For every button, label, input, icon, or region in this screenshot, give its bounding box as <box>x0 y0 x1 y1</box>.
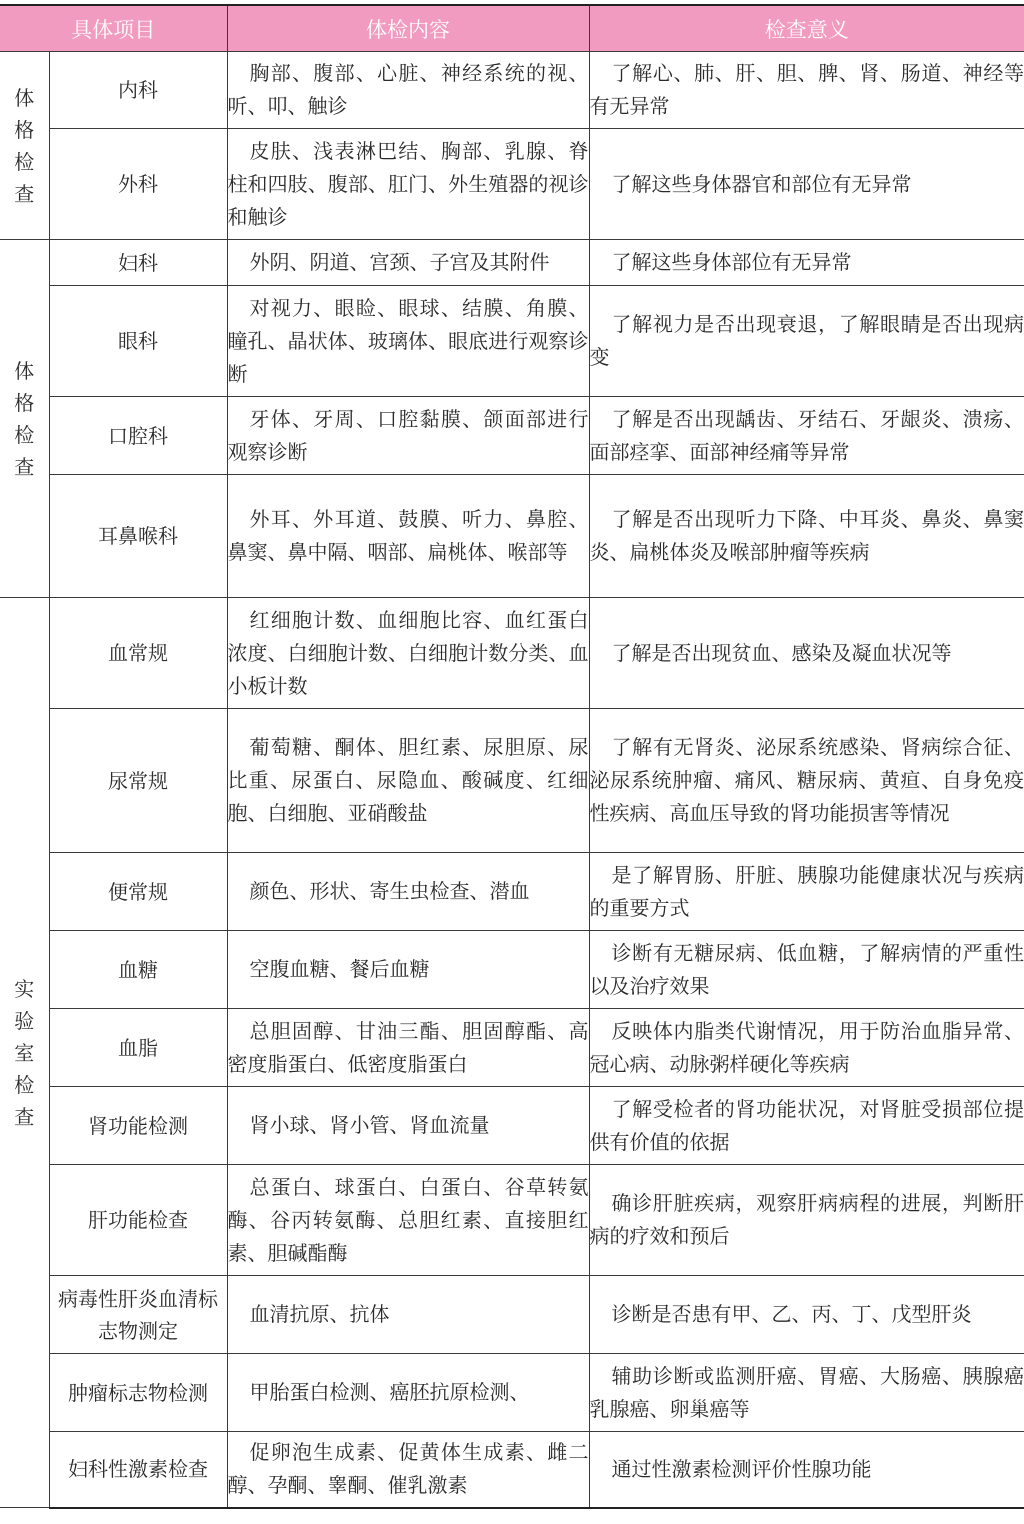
item-cell: 肿瘤标志物检测 <box>49 1354 227 1432</box>
content-cell: 颜色、形状、寄生虫检查、潜血 <box>227 853 589 931</box>
item-cell: 肝功能检查 <box>49 1165 227 1276</box>
content-cell: 血清抗原、抗体 <box>227 1276 589 1354</box>
content-cell: 总胆固醇、甘油三酯、胆固醇酯、高密度脂蛋白、低密度脂蛋白 <box>227 1009 589 1087</box>
content-cell: 肾小球、肾小管、肾血流量 <box>227 1087 589 1165</box>
content-cell: 皮肤、浅表淋巴结、胸部、乳腺、脊柱和四肢、腹部、肛门、外生殖器的视诊和触诊 <box>227 129 589 240</box>
medical-exam-table <box>0 4 1024 1509</box>
table-row <box>0 1276 1024 1354</box>
table-row <box>0 853 1024 931</box>
header-content: 体检内容 <box>227 5 589 52</box>
table-row <box>0 397 1024 475</box>
category-cell <box>0 598 49 1508</box>
content-cell: 外阴、阴道、宫颈、子宫及其附件 <box>227 240 589 286</box>
content-cell: 外耳、外耳道、鼓膜、听力、鼻腔、鼻窦、鼻中隔、咽部、扁桃体、喉部等 <box>227 475 589 598</box>
item-cell: 外科 <box>49 129 227 240</box>
meaning-cell: 了解视力是否出现衰退，了解眼睛是否出现病变 <box>589 286 1024 397</box>
table-row <box>0 129 1024 240</box>
header-item: 具体项目 <box>0 5 227 52</box>
category-label: 体格检查 <box>14 85 35 206</box>
meaning-cell: 了解这些身体器官和部位有无异常 <box>589 129 1024 240</box>
table-row <box>0 1087 1024 1165</box>
table-row <box>0 598 1024 709</box>
item-cell: 血糖 <box>49 931 227 1009</box>
item-cell: 病毒性肝炎血清标志物测定 <box>49 1276 227 1354</box>
content-cell: 促卵泡生成素、促黄体生成素、雌二醇、孕酮、睾酮、催乳激素 <box>227 1432 589 1508</box>
content-cell: 牙体、牙周、口腔黏膜、颌面部进行观察诊断 <box>227 397 589 475</box>
meaning-cell: 了解这些身体部位有无异常 <box>589 240 1024 286</box>
meaning-cell: 了解是否出现贫血、感染及凝血状况等 <box>589 598 1024 709</box>
item-cell: 耳鼻喉科 <box>49 475 227 598</box>
meaning-cell: 诊断有无糖尿病、低血糖，了解病情的严重性以及治疗效果 <box>589 931 1024 1009</box>
meaning-cell: 通过性激素检测评价性腺功能 <box>589 1432 1024 1508</box>
content-cell: 空腹血糖、餐后血糖 <box>227 931 589 1009</box>
table-row <box>0 286 1024 397</box>
meaning-cell: 了解是否出现听力下降、中耳炎、鼻炎、鼻窦炎、扁桃体炎及喉部肿瘤等疾病 <box>589 475 1024 598</box>
meaning-cell: 是了解胃肠、肝脏、胰腺功能健康状况与疾病的重要方式 <box>589 853 1024 931</box>
table-row <box>0 1009 1024 1087</box>
content-cell: 总蛋白、球蛋白、白蛋白、谷草转氨酶、谷丙转氨酶、总胆红素、直接胆红素、胆碱酯酶 <box>227 1165 589 1276</box>
item-cell: 口腔科 <box>49 397 227 475</box>
table-row <box>0 709 1024 853</box>
category-cell <box>0 52 49 240</box>
content-cell: 胸部、腹部、心脏、神经系统的视、听、叩、触诊 <box>227 52 589 129</box>
item-cell: 血脂 <box>49 1009 227 1087</box>
item-cell: 眼科 <box>49 286 227 397</box>
item-cell: 内科 <box>49 52 227 129</box>
item-cell: 尿常规 <box>49 709 227 853</box>
table-row <box>0 1354 1024 1432</box>
item-cell: 血常规 <box>49 598 227 709</box>
table-row <box>0 475 1024 598</box>
item-cell: 便常规 <box>49 853 227 931</box>
table-row <box>0 1165 1024 1276</box>
table-row <box>0 52 1024 129</box>
meaning-cell: 辅助诊断或监测肝癌、胃癌、大肠癌、胰腺癌乳腺癌、卵巢癌等 <box>589 1354 1024 1432</box>
item-cell: 妇科性激素检查 <box>49 1432 227 1508</box>
header-meaning: 检查意义 <box>589 5 1024 52</box>
table-row <box>0 1432 1024 1508</box>
meaning-cell: 了解心、肺、肝、胆、脾、肾、肠道、神经等有无异常 <box>589 52 1024 129</box>
table-row <box>0 240 1024 286</box>
meaning-cell: 诊断是否患有甲、乙、丙、丁、戊型肝炎 <box>589 1276 1024 1354</box>
item-cell: 肾功能检测 <box>49 1087 227 1165</box>
meaning-cell: 了解是否出现龋齿、牙结石、牙龈炎、溃疡、面部痉挛、面部神经痛等异常 <box>589 397 1024 475</box>
meaning-cell: 确诊肝脏疾病，观察肝病病程的进展，判断肝病的疗效和预后 <box>589 1165 1024 1276</box>
table-row <box>0 931 1024 1009</box>
category-cell <box>0 240 49 598</box>
content-cell: 葡萄糖、酮体、胆红素、尿胆原、尿比重、尿蛋白、尿隐血、酸碱度、红细胞、白细胞、亚硝酸盐 <box>227 709 589 853</box>
category-label: 体格检查 <box>14 358 35 479</box>
meaning-cell: 了解有无肾炎、泌尿系统感染、肾病综合征、泌尿系统肿瘤、痛风、糖尿病、黄疸、自身免疫性疾病、高血压导致的肾功能损害等情况 <box>589 709 1024 853</box>
content-cell: 对视力、眼睑、眼球、结膜、角膜、瞳孔、晶状体、玻璃体、眼底进行观察诊断 <box>227 286 589 397</box>
category-label: 实验室检查 <box>14 976 35 1129</box>
table-header-row <box>0 5 1024 52</box>
meaning-cell: 反映体内脂类代谢情况，用于防治血脂异常、冠心病、动脉粥样硬化等疾病 <box>589 1009 1024 1087</box>
item-cell: 妇科 <box>49 240 227 286</box>
content-cell: 红细胞计数、血细胞比容、血红蛋白浓度、白细胞计数、白细胞计数分类、血小板计数 <box>227 598 589 709</box>
meaning-cell: 了解受检者的肾功能状况，对肾脏受损部位提供有价值的依据 <box>589 1087 1024 1165</box>
content-cell: 甲胎蛋白检测、癌胚抗原检测、 <box>227 1354 589 1432</box>
